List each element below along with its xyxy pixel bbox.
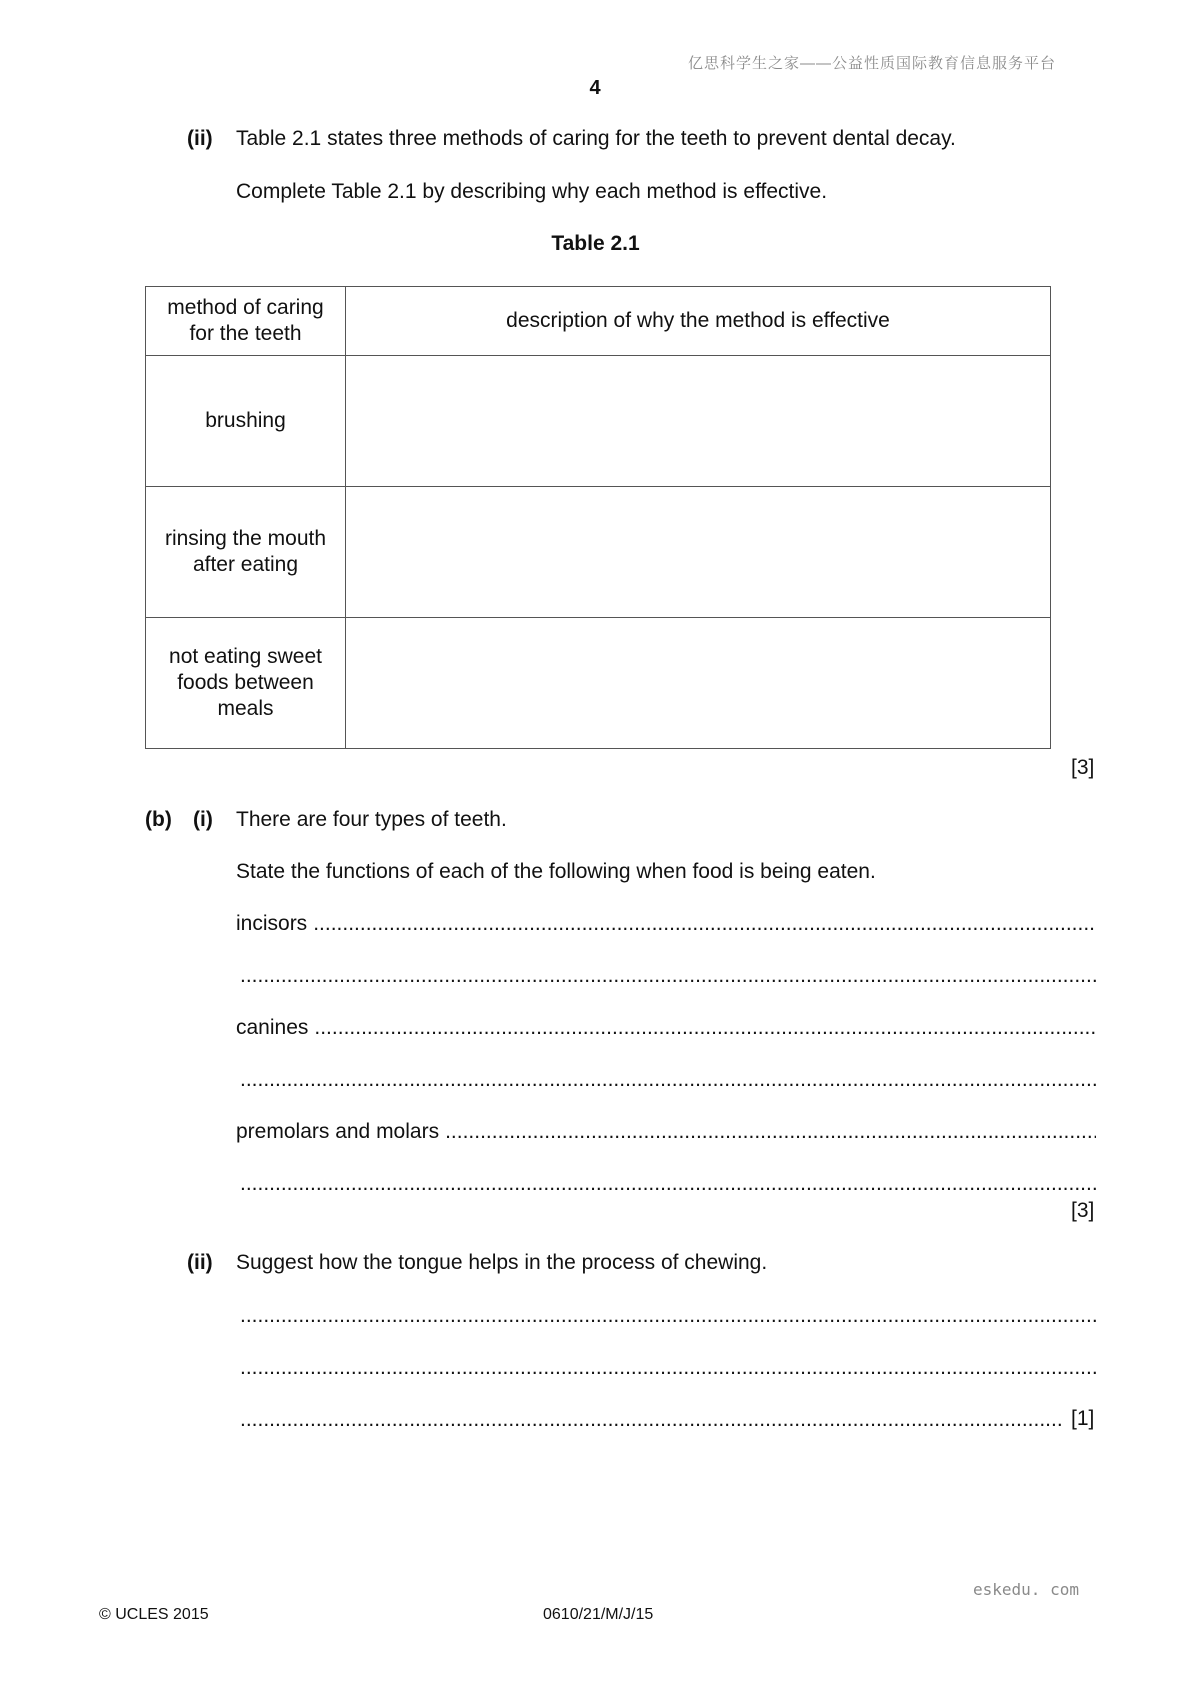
answer-line[interactable] [240,963,1096,989]
table-header-row [146,287,1051,356]
answer-line-canines[interactable] [236,1015,1096,1041]
answer-line[interactable] [240,1303,1096,1329]
description-answer-cell[interactable] [346,356,1051,487]
incisors-label: incisors [236,912,308,935]
question-text-b-i: There are four types of teeth. [236,808,507,831]
description-answer-cell[interactable] [346,487,1051,618]
page-number: 4 [589,77,601,99]
answer-line-premolars[interactable] [236,1119,1096,1145]
table-title: Table 2.1 [551,232,640,255]
question-text-b-ii: Suggest how the tongue helps in the process of chewing. [236,1251,768,1274]
answer-line[interactable] [240,1171,1096,1197]
question-text-a-ii: Table 2.1 states three methods of caring for the teeth to prevent dental decay. [236,127,956,150]
answer-line[interactable] [240,1407,1064,1433]
canines-label: canines [236,1016,309,1039]
method-cell: not eating sweet foods between meals [146,618,346,749]
table-row [146,618,1051,749]
answer-line[interactable] [240,1067,1096,1093]
instruction-text-b-i: State the functions of each of the following when food is being eaten. [236,860,876,883]
method-cell: brushing [146,356,346,487]
premolars-label: premolars and molars [236,1120,440,1143]
question-label-b-i: (i) [193,808,213,831]
column-header-description: description of why the method is effective [346,287,1051,356]
description-answer-cell[interactable] [346,618,1051,749]
question-label-b-ii: (ii) [187,1251,213,1274]
copyright: © UCLES 2015 [99,1606,209,1623]
table-row [146,487,1051,618]
question-label-a-ii: (ii) [187,127,213,150]
marks-a-ii: [3] [1071,756,1095,779]
column-header-method: method of caring for the teeth [146,287,346,356]
instruction-text-a-ii: Complete Table 2.1 by describing why each method is effective. [236,180,828,203]
question-label-b: (b) [145,808,172,831]
method-cell: rinsing the mouth after eating [146,487,346,618]
table-row [146,356,1051,487]
paper-code: 0610/21/M/J/15 [543,1606,654,1623]
answer-line-incisors[interactable] [236,911,1096,937]
marks-b-ii: [1] [1071,1407,1095,1430]
site-watermark: eskedu. com [973,1580,1079,1599]
watermark: 亿思科学生之家——公益性质国际教育信息服务平台 [687,55,1056,72]
answer-line[interactable] [240,1355,1096,1381]
table-2-1 [145,286,1051,749]
marks-b-i: [3] [1071,1199,1095,1222]
